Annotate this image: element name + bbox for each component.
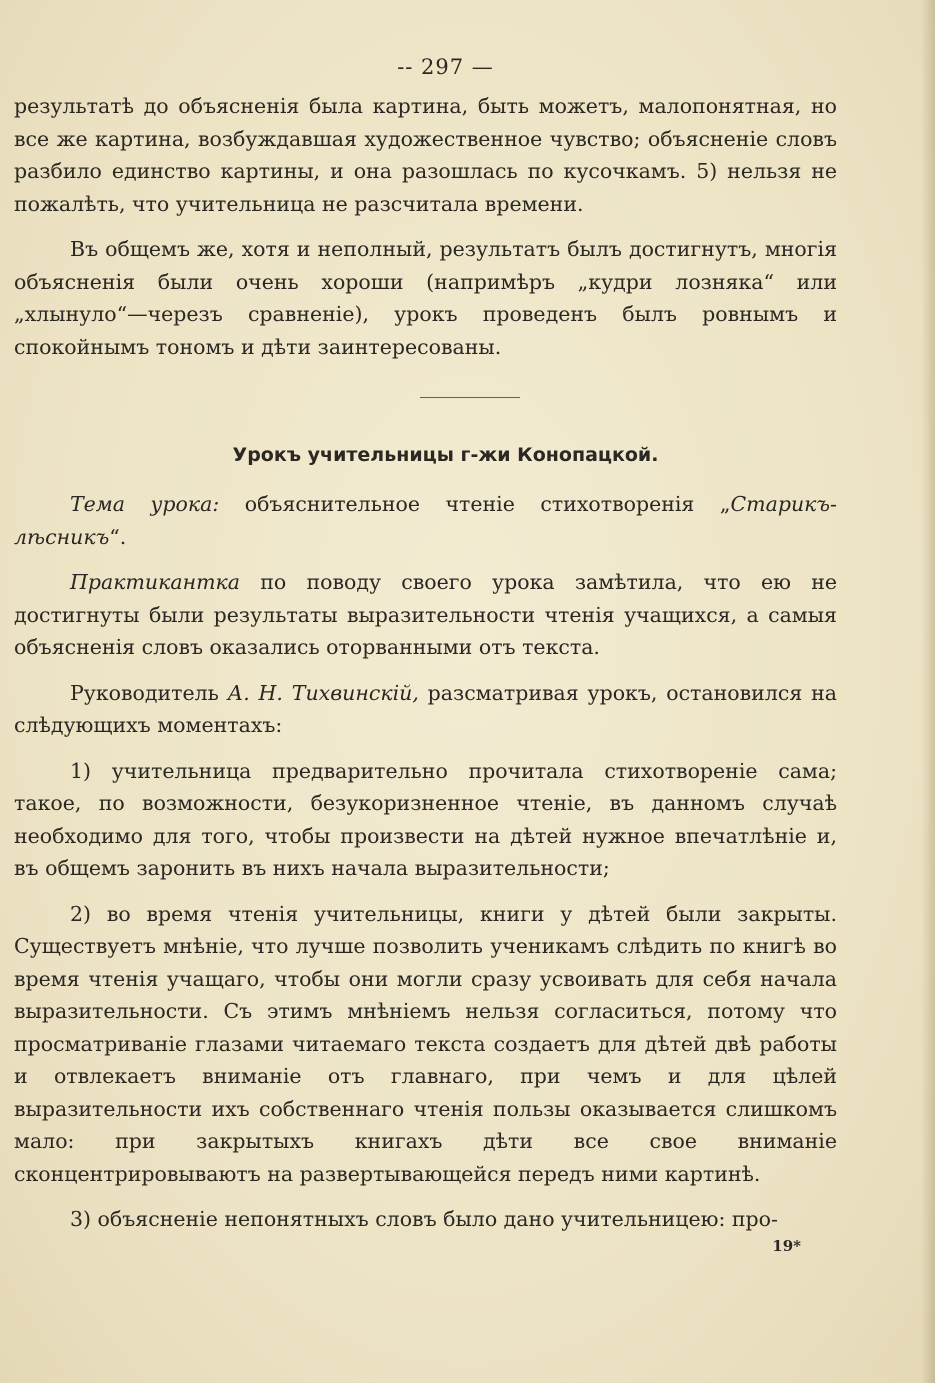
supervisor-label: Руководитель: [70, 680, 228, 705]
paragraph-2: Въ общемъ же, хотя и неполный, результатъ былъ достигнутъ, многія объясненія были очень хороши (напримѣръ „кудри лозняка“ или „хлынуло“—черезъ сравненіе), урокъ проведенъ былъ ровнымъ и спокойнымъ тономъ и дѣти заинтересованы.: [14, 237, 837, 359]
paragraph-trainee: [14, 566, 837, 664]
paragraph-supervisor: [14, 677, 837, 742]
trainee-text: по поводу своего урока замѣтила, что ею не достигнуты были результаты выразительности чтенія учащихся, а самыя объясненія словъ оказались оторванными отъ текста.: [14, 570, 837, 659]
lesson-theme-label: Тема урока:: [70, 492, 220, 516]
supervisor-text: разсматривая урокъ, остановился на слѣдующихъ моментахъ:: [14, 680, 837, 737]
trainee-label: Практикантка: [70, 570, 240, 594]
section-divider: [420, 397, 520, 398]
poem-title: Старикъ-лѣсникъ: [14, 492, 837, 549]
signature-mark: 19*: [772, 1237, 801, 1255]
supervisor-name: А. Н. Тихвинскій,: [227, 680, 419, 705]
paragraph-1: результатѣ до объясненія была картина, быть можетъ, малопонятная, но все же картина, возбуждавшая художественное чувство; объясненіе словъ разбило единство картины, и она разошлась по кусочкамъ. 5) нельзя не пожалѣть, что учительница не разсчитала времени.: [14, 94, 837, 216]
lesson-theme-end: “.: [109, 524, 127, 549]
paragraph-point-1: 1) учительница предварительно прочитала стихотвореніе сама; такое, по возможности, безукоризненное чтеніе, въ данномъ случаѣ необходимо для того, чтобы произвести на дѣтей нужное впечатлѣніе и, въ общемъ заронить въ нихъ начала выразительности;: [14, 758, 837, 880]
paragraph-point-2: 2) во время чтенія учительницы, книги у дѣтей были закрыты. Существуетъ мнѣніе, что лучше позволить ученикамъ слѣдить по книгѣ во время чтенія учащаго, чтобы они могли сразу усвоивать для себя начала выразительности. Съ этимъ мнѣніемъ нельзя согласиться, потому что просматриваніе глазами читаемаго текста создаетъ для дѣтей двѣ работы и отвлекаетъ вниманіе отъ главнаго, при чемъ и для цѣлей выразительности ихъ собственнаго чтенія пользы оказывается слишкомъ мало: при закрытыхъ книгахъ дѣти все свое вниманіе сконцентрировываютъ на развертывающейся передъ ними картинѣ.: [14, 901, 837, 1186]
page-number: -- 297 —: [397, 55, 494, 79]
paragraph-point-3: 3) объясненіе непонятныхъ словъ было дано учительницею: про-: [70, 1207, 778, 1231]
section-heading: Урокъ учительницы г-жи Конопацкой.: [232, 444, 659, 466]
lesson-theme-text: объяснительное чтеніе стихотворенія „: [219, 492, 731, 516]
page-edge-shadow: [921, 0, 935, 1383]
paragraph-lesson-theme: [14, 488, 837, 553]
